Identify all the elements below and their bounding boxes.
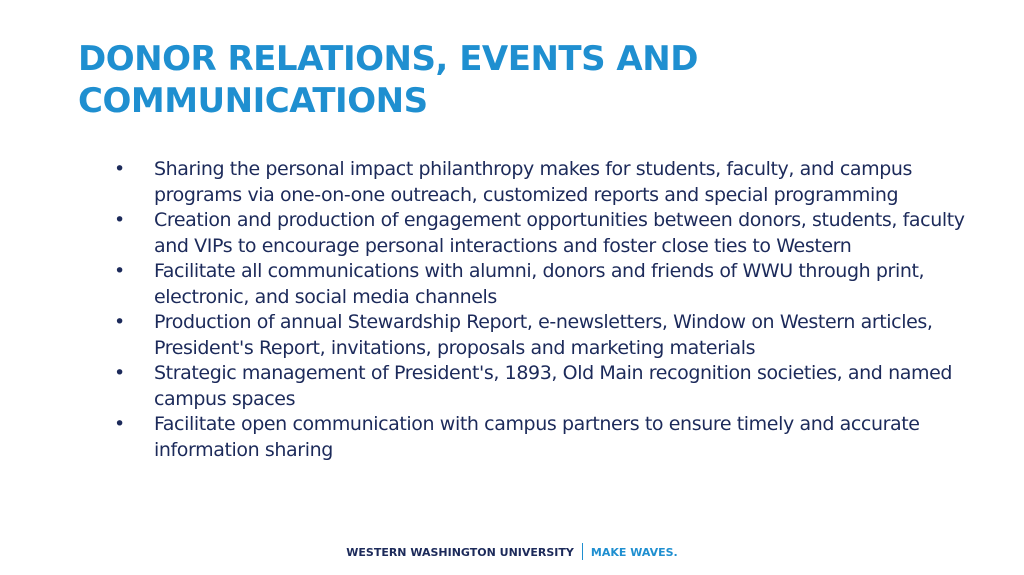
- bullet-icon: •: [114, 209, 125, 231]
- bullet-text: Facilitate open communication with campus partners to ensure timely and accurate information sharing: [154, 413, 920, 461]
- bullet-text: Production of annual Stewardship Report, e-newsletters, Window on Western articles, President's Report, invitations, proposals and marketing materials: [154, 311, 933, 359]
- bullet-icon: •: [114, 260, 125, 282]
- bullet-item-3: [114, 259, 1004, 310]
- slide-title-line-2: COMMUNICATIONS: [78, 81, 428, 121]
- bullet-icon: •: [114, 362, 125, 384]
- bullet-icon: •: [114, 413, 125, 435]
- bullet-item-6: [114, 412, 1004, 463]
- footer-brand: [0, 543, 1024, 562]
- slide-title: [78, 38, 978, 122]
- slide-title-line-1: DONOR RELATIONS, EVENTS AND: [78, 39, 698, 79]
- bullet-item-1: [114, 157, 1004, 208]
- bullet-text: Facilitate all communications with alumni, donors and friends of WWU through print, electronic, and social media channels: [154, 260, 925, 308]
- bullet-text: Creation and production of engagement opportunities between donors, students, faculty and VIPs to encourage personal interactions and foster close ties to Western: [154, 209, 965, 257]
- footer-tagline: MAKE WAVES.: [590, 546, 678, 559]
- bullet-text: Strategic management of President's, 1893, Old Main recognition societies, and named campus spaces: [154, 362, 953, 410]
- bullet-text: Sharing the personal impact philanthropy makes for students, faculty, and campus programs via one-on-one outreach, customized reports and special programming: [154, 158, 913, 206]
- bullet-item-5: [114, 361, 1004, 412]
- bullet-icon: •: [114, 311, 125, 333]
- bullet-item-2: [114, 208, 1004, 259]
- bullet-icon: •: [114, 158, 125, 180]
- footer-organization: WESTERN WASHINGTON UNIVERSITY: [346, 546, 574, 559]
- footer-divider: [582, 543, 583, 560]
- bullet-item-4: [114, 310, 1004, 361]
- bullet-list: [114, 157, 1004, 463]
